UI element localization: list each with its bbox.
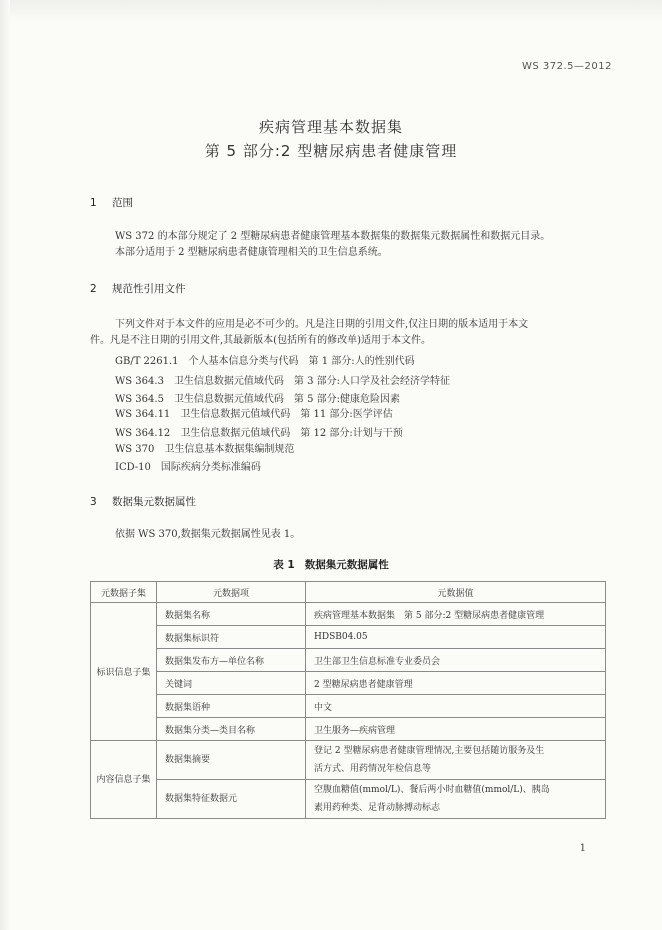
reference-code: WS 364.5 bbox=[115, 394, 164, 405]
section-title: 范围 bbox=[112, 197, 133, 209]
section-number: 1 bbox=[90, 197, 97, 209]
item-cell: 数据集分类—类目名称 bbox=[157, 718, 306, 741]
value-line: 空腹血糖值(mmol/L)、餐后两小时血糖值(mmol/L)、胰岛 bbox=[314, 785, 550, 795]
table-caption bbox=[0, 557, 662, 572]
reference-item bbox=[115, 372, 450, 387]
reference-item bbox=[115, 390, 400, 405]
section-number: 3 bbox=[90, 496, 97, 508]
reference-code: WS 364.11 bbox=[115, 409, 171, 420]
item-cell: 数据集特征数据元 bbox=[157, 780, 306, 819]
table-header-row bbox=[91, 582, 606, 603]
value-cell: 卫生部卫生信息标准专业委员会 bbox=[306, 649, 606, 672]
item-cell: 数据集标识符 bbox=[157, 626, 306, 649]
reference-item bbox=[115, 405, 393, 420]
metadata-table bbox=[90, 581, 606, 819]
section-number: 2 bbox=[90, 283, 97, 295]
group-cell: 内容信息子集 bbox=[91, 741, 157, 819]
value-line: 素用药种类、足背动脉搏动标志 bbox=[314, 803, 441, 813]
value-cell: 疾病管理基本数据集 第 5 部分:2 型糖尿病患者健康管理 bbox=[306, 603, 606, 626]
table-row bbox=[91, 649, 606, 672]
reference-title: 国际疾病分类标准编码 bbox=[160, 462, 261, 473]
value-cell: HDSB04.05 bbox=[306, 626, 606, 649]
table-row bbox=[91, 780, 606, 819]
document-subtitle: 第 5 部分:2 型糖尿病患者健康管理 bbox=[204, 142, 458, 160]
table-row bbox=[91, 695, 606, 718]
page-number: 1 bbox=[579, 843, 586, 854]
scan-edge-top bbox=[0, 0, 662, 22]
section-2-intro: 下列文件对于本文件的应用是必不可少的。凡是注日期的引用文件,仅注日期的版本适用于本文 bbox=[115, 319, 529, 330]
document-code: WS 372.5—2012 bbox=[522, 61, 612, 72]
column-header: 元数据值 bbox=[306, 582, 606, 603]
value-cell bbox=[306, 780, 606, 819]
value-line: 活方式、用药情况年检信息等 bbox=[314, 764, 432, 774]
table-row bbox=[91, 672, 606, 695]
item-cell: 数据集摘要 bbox=[157, 741, 306, 780]
section-title: 数据集元数据属性 bbox=[112, 496, 196, 508]
value-line: 登记 2 型糖尿病患者健康管理情况,主要包括随访服务及生 bbox=[314, 746, 545, 756]
reference-code: GB/T 2261.1 bbox=[115, 356, 179, 367]
section-title: 规范性引用文件 bbox=[112, 283, 186, 295]
reference-code: WS 364.12 bbox=[115, 428, 171, 439]
table-row bbox=[91, 626, 606, 649]
reference-title: 卫生信息数据元值域代码 第 3 部分:人口学及社会经济学特征 bbox=[173, 376, 451, 387]
value-cell: 2 型糖尿病患者健康管理 bbox=[306, 672, 606, 695]
table-row bbox=[91, 741, 606, 780]
value-cell: 卫生服务—疾病管理 bbox=[306, 718, 606, 741]
item-cell: 数据集发布方—单位名称 bbox=[157, 649, 306, 672]
reference-code: WS 370 bbox=[115, 444, 155, 455]
reference-title: 卫生信息数据元值域代码 第 12 部分:计划与干预 bbox=[180, 428, 403, 439]
table-row bbox=[91, 718, 606, 741]
section-1-paragraph: 本部分适用于 2 型糖尿病患者健康管理相关的卫生信息系统。 bbox=[115, 247, 388, 258]
group-cell: 标识信息子集 bbox=[91, 603, 157, 741]
reference-item bbox=[115, 440, 294, 455]
reference-title: 个人基本信息分类与代码 第 1 部分:人的性别代码 bbox=[188, 356, 415, 367]
section-2-intro-cont: 件。凡是不注日期的引用文件,其最新版本(包括所有的修改单)适用于本文件。 bbox=[90, 335, 431, 346]
table-row bbox=[91, 603, 606, 626]
item-cell: 数据集语种 bbox=[157, 695, 306, 718]
reference-code: ICD-10 bbox=[115, 462, 151, 473]
value-cell bbox=[306, 741, 606, 780]
reference-item bbox=[115, 458, 261, 473]
item-cell: 数据集名称 bbox=[157, 603, 306, 626]
section-2-heading bbox=[90, 281, 186, 296]
table-number: 表 1 bbox=[273, 559, 295, 571]
reference-code: WS 364.3 bbox=[115, 376, 164, 387]
value-cell: 中文 bbox=[306, 695, 606, 718]
column-header: 元数据项 bbox=[157, 582, 306, 603]
section-3-intro: 依据 WS 370,数据集元数据属性见表 1。 bbox=[115, 529, 301, 540]
table-title: 数据集元数据属性 bbox=[304, 559, 389, 571]
reference-title: 卫生信息数据元值域代码 第 11 部分:医学评估 bbox=[180, 409, 393, 420]
reference-title: 卫生信息数据元值域代码 第 5 部分:健康危险因素 bbox=[173, 394, 401, 405]
column-header: 元数据子集 bbox=[91, 582, 157, 603]
section-1-paragraph: WS 372 的本部分规定了 2 型糖尿病患者健康管理基本数据集的数据集元数据属性和数据元目录。 bbox=[115, 231, 551, 242]
reference-item bbox=[115, 424, 403, 439]
section-3-heading bbox=[90, 494, 196, 509]
reference-item bbox=[115, 352, 415, 367]
document-title: 疾病管理基本数据集 bbox=[258, 118, 403, 136]
item-cell: 关键词 bbox=[157, 672, 306, 695]
section-1-heading bbox=[90, 195, 133, 210]
reference-title: 卫生信息基本数据集编制规范 bbox=[164, 444, 295, 455]
